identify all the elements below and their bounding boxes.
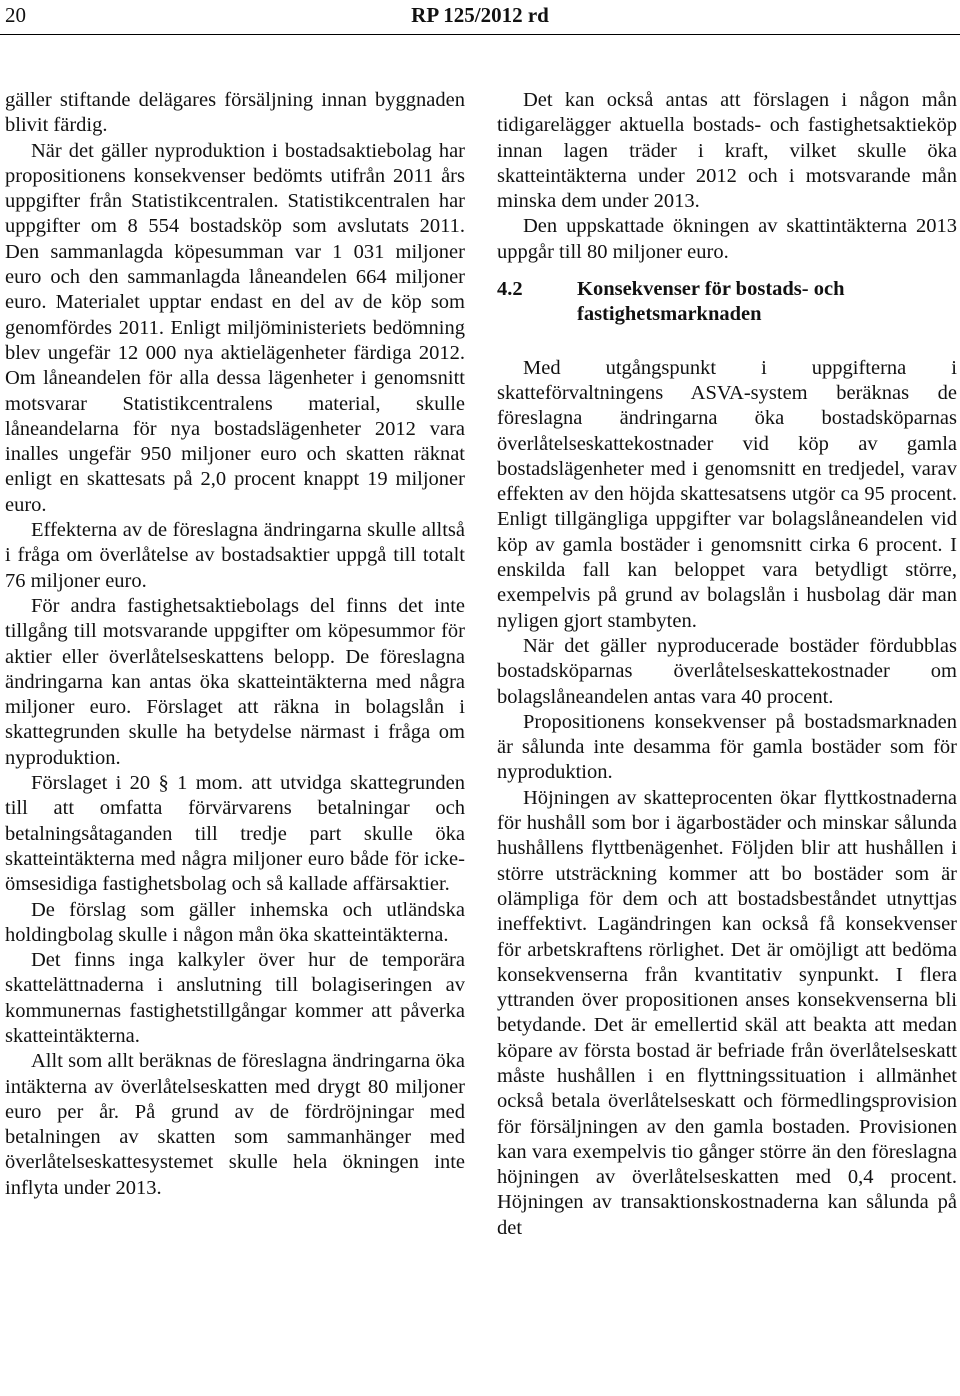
paragraph: gäller stiftande delägares försäljning innan byggnaden blivit färdig.	[5, 89, 465, 137]
paragraph: De förslag som gäller inhemska och utländska holdingbolag skulle i någon mån öka skatteintäkterna.	[5, 898, 465, 946]
paragraph: När det gäller nyproducerade bostäder fördubblas bostadsköparnas överlåtelseskattekostnader om bolagslåneandelen antas vara 40 procent.	[497, 634, 957, 708]
paragraph: Effekterna av de föreslagna ändringarna skulle alltså i fråga om överlåtelse av bostadsaktier uppgå till totalt 76 miljoner euro.	[5, 519, 465, 592]
paragraph: Höjningen av skatteprocenten ökar flyttkostnaderna för hushåll som bor i ägarbostäder och minskar sålunda hushållens flyttbenägenhet. Följden blir att hushållen i större utsträckning kommer att bo bostäder som är olämpliga för dem och att bostadsbeståndet utnyttjas ineffektivt. Lagändringen kan också få konsekvenser för arbetskraftens rörlighet. Det är omöjligt att bedöma konsekvenserna från kvantitativ synpunkt. I flera yttranden över propositionen anses konsekvenserna bli betydande. Det är emellertid skäl att beakta att medan köpare av första bostad är befriade från överlåtelseskatt måste hushållen i en flyttningssituation i allmänhet också betala överlåtelseskatt och förmedlingsprovision för försäljningen av den gamla bostaden. Provisionen kan vara exempelvis tio gånger större än den föreslagna höjningen av överlåtelseskatten med 0,4 procent. Höjningen av transaktionskostnaderna kan sålunda på det	[497, 786, 957, 1239]
paragraph: För andra fastighetsaktiebolags del finns det inte tillgång till motsvarande uppgifter om köpesummor för aktier eller överlåtelseskattens belopp. De föreslagna ändringarna kan antas öka skatteintäkterna med några miljoner euro. Förslaget att räkna in bolagslån i skattegrunden skulle ha betydelse närmast i fråga om nyproduktion.	[5, 594, 465, 769]
paragraph: Med utgångspunkt i uppgifterna i skatteförvaltningens ASVA-system beräknas de föreslagna ändringarna öka bostadsköparnas överlåtelseskattekostnader vid köp av gamla bostadslägenheter med i genomsnitt en tredjedel, varav effekten av den höjda skattesatsens utgör ca 95 procent. Enligt tillgängliga uppgifter var bolagslåneandelen vid köp av gamla bostäder i genomsnitt cirka 6 procent. I enskilda fall kan beloppet vara betydligt större, exempelvis på grund av bolagslån i husbolag där man nyligen gjort stambyten.	[497, 356, 957, 632]
paragraph: Allt som allt beräknas de föreslagna ändringarna öka intäkterna av överlåtelseskatten med drygt 80 miljoner euro per år. På grund av de fördröjningar med betalningen av skatten som sammanhänger med överlåtelseskattesystemet skulle hela ökningen inte inflyta under 2013.	[5, 1050, 465, 1199]
document-id: RP 125/2012 rd	[411, 3, 549, 27]
paragraph: Den uppskattade ökningen av skattintäkterna 2013 uppgår till 80 miljoner euro.	[497, 215, 957, 263]
paragraph: Det finns inga kalkyler över hur de temporära skattelättnaderna i anslutning till bolagiseringen av kommunernas fastighetstillgångar kommer att påverka skatteintäkterna.	[5, 949, 465, 1047]
section-heading	[497, 277, 957, 328]
paragraph: Propositionens konsekvenser på bostadsmarknaden är sålunda inte desamma för gamla bostäder som för nyproduktion.	[497, 710, 957, 784]
left-column	[5, 88, 465, 1201]
header-rule	[0, 34, 960, 35]
page-number: 20	[5, 3, 26, 27]
paragraph: Förslaget i 20 § 1 mom. att utvidga skattegrunden till att omfatta förvärvarens betalningar och betalningsåtaganden till tredje part skulle öka skatteintäkterna med några miljoner euro både för icke-ömsesidiga fastighetsbolag och så kallade affärsaktier.	[5, 772, 465, 896]
paragraph: Det kan också antas att förslagen i någon mån tidigarelägger aktuella bostads- och fastighetsaktieköp innan lagen träder i kraft, vilket skulle öka skatteintäkterna under 2012 och i motsvarande mån minska dem under 2013.	[497, 89, 957, 213]
section-number: 4.2	[497, 278, 523, 301]
right-column	[497, 88, 957, 1241]
paragraph: När det gäller nyproduktion i bostadsaktiebolag har propositionens konsekvenser bedömts utifrån 2011 års uppgifter från Statistikcentralen. Statistikcentralen har uppgifter om 8 554 bostadsköp som avslutats 2011. Den sammanlagda köpesumman var 1 031 miljoner euro och den sammanlagda låneandelen 664 miljoner euro. Materialet upptar endast en del av de köp som genomfördes 2011. Enligt miljöministeriets bedömning blev ungefär 12 000 nya aktielägenheter färdiga 2012. Om låneandelen för alla dessa lägenheter i genomsnitt motsvarar Statistikcentralens material, skulle låneandelarna för nya bostadslägenheter 2012 vara inalles ungefär 950 miljoner euro och skatten räknat enligt en skattesats på 2,0 procent knappt 19 miljoner euro.	[5, 139, 465, 516]
section-title: Konsekvenser för bostads- och fastighetsmarknaden	[577, 278, 845, 326]
